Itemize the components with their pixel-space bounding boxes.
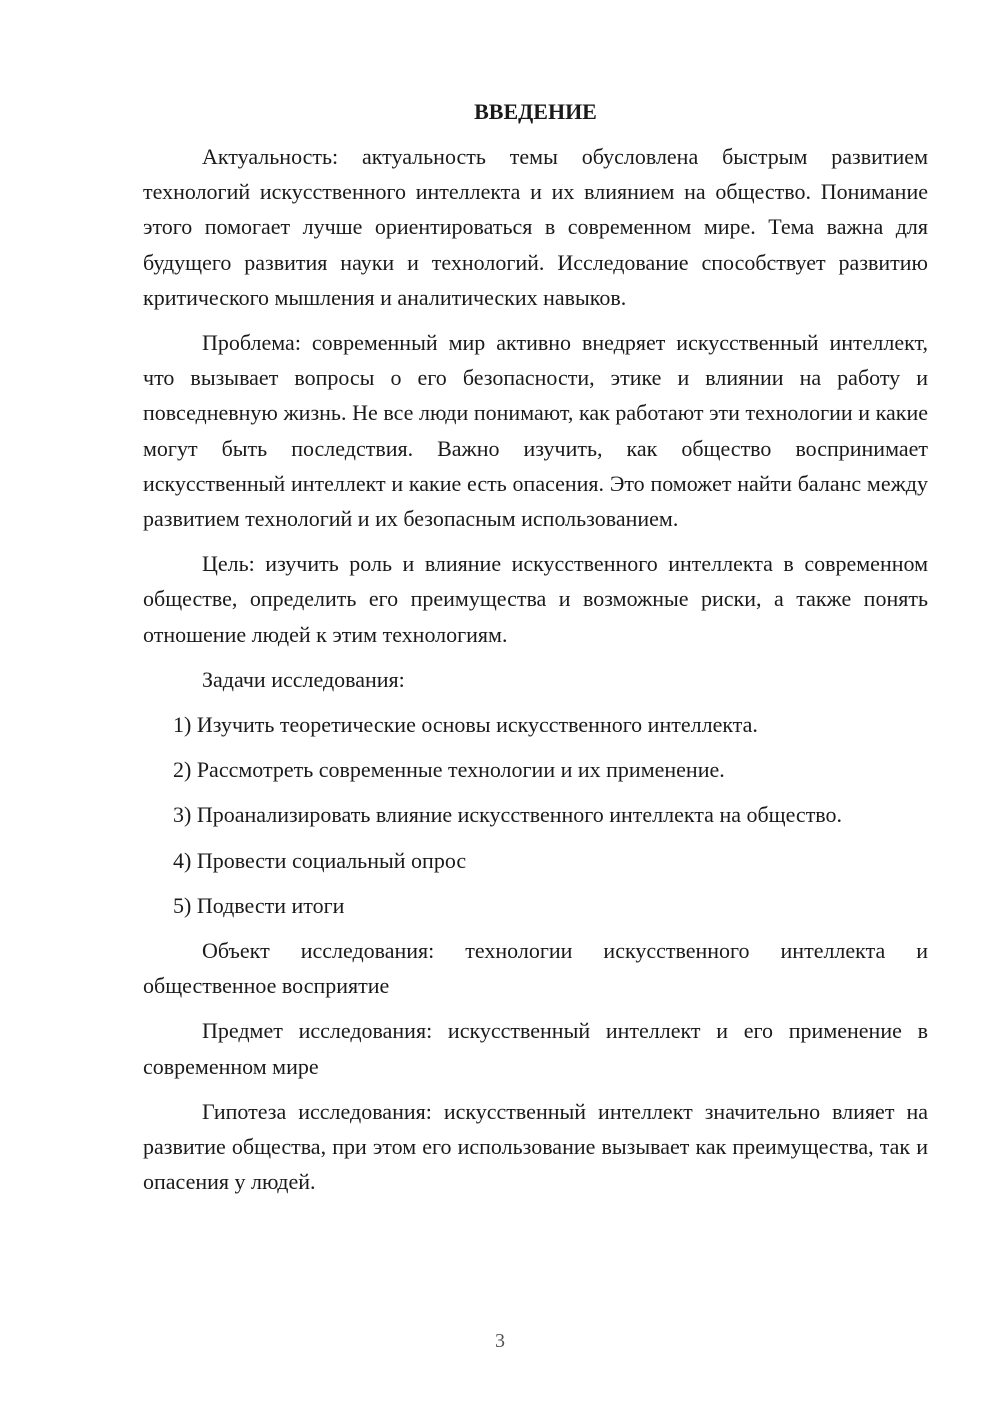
task-item-2: 2) Рассмотреть современные технологии и их применение. bbox=[173, 757, 725, 783]
object-paragraph: Объект исследования: технологии искусственного интеллекта и общественное восприятие bbox=[143, 938, 928, 999]
hypothesis-paragraph: Гипотеза исследования: искусственный интеллект значительно влияет на развитие общества, при этом его использование вызывает как преимущества, так и опасения у людей. bbox=[143, 1098, 928, 1195]
task-item-5: 5) Подвести итоги bbox=[173, 892, 345, 918]
page-number: 3 bbox=[495, 1330, 505, 1352]
relevance-paragraph: Актуальность: актуальность темы обусловлена быстрым развитием технологий искусственного интеллекта и их влиянием на общество. Понимание этого помогает лучше ориентироваться в современном мире. Тема важна для будущего развития науки и технологий. Исследование способствует развитию критического мышления и аналитических навыков. bbox=[143, 144, 928, 310]
task-item-4: 4) Провести социальный опрос bbox=[173, 847, 467, 873]
tasks-heading: Задачи исследования: bbox=[202, 666, 405, 692]
document-page bbox=[143, 94, 928, 1209]
subject-paragraph: Предмет исследования: искусственный интеллект и его применение в современном мире bbox=[143, 1018, 928, 1079]
problem-paragraph: Проблема: современный мир активно внедряет искусственный интеллект, что вызывает вопросы о его безопасности, этике и влиянии на работу и повседневную жизнь. Не все люди понимают, как работают эти технологии и какие могут быть последствия. Важно изучить, как общество воспринимает искусственный интеллект и какие есть опасения. Это поможет найти баланс между развитием технологий и их безопасным использованием. bbox=[143, 330, 928, 532]
goal-paragraph: Цель: изучить роль и влияние искусственного интеллекта в современном обществе, определить его преимущества и возможные риски, а также понять отношение людей к этим технологиям. bbox=[143, 551, 928, 647]
section-title: ВВЕДЕНИЕ bbox=[474, 99, 597, 124]
task-item-3: 3) Проанализировать влияние искусственного интеллекта на общество. bbox=[173, 802, 843, 828]
task-item-1: 1) Изучить теоретические основы искусственного интеллекта. bbox=[173, 712, 758, 738]
